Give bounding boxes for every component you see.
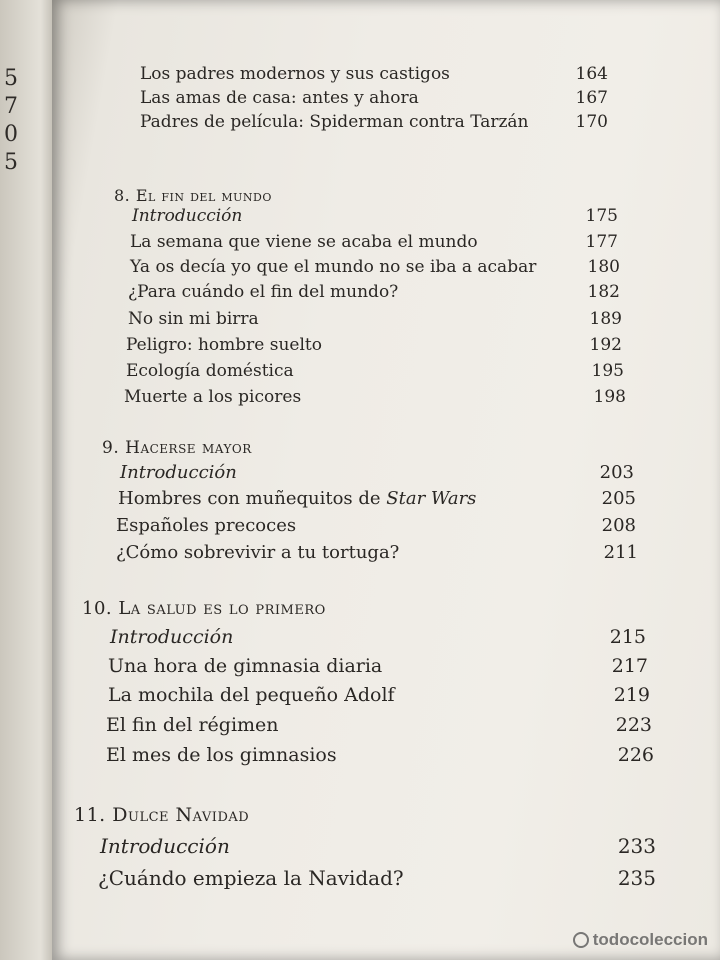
toc-entry-page: 203 xyxy=(599,462,634,483)
toc-entry-title: Ecología doméstica xyxy=(126,361,294,381)
toc-entry-page: 215 xyxy=(609,626,646,648)
toc-entry-title: Peligro: hombre suelto xyxy=(126,335,322,355)
toc-entry-page: 235 xyxy=(617,866,656,890)
watermark-text: todocoleccion xyxy=(592,930,708,949)
toc-entry-title xyxy=(118,488,476,509)
toc-entry-page: 223 xyxy=(615,714,652,736)
toc-entry-page: 233 xyxy=(617,834,656,858)
toc-entry-title: Españoles precoces xyxy=(116,515,297,536)
toc-entry-page: 182 xyxy=(587,282,620,302)
toc-entry-title: La mochila del pequeño Adolf xyxy=(108,684,395,706)
toc-entry xyxy=(140,88,608,108)
toc-entry-title: Padres de película: Spiderman contra Tarzán xyxy=(140,112,529,132)
toc-entry-title-text: Hombres con muñequitos de xyxy=(118,488,387,509)
toc-entry-title: Los padres modernos y sus castigos xyxy=(140,64,450,84)
toc-entry xyxy=(128,309,622,329)
toc-entry xyxy=(116,515,636,536)
chapter-heading: 8. El fin del mundo xyxy=(114,186,272,205)
toc-entry-page: 175 xyxy=(585,206,618,226)
left-page-digit: 0 xyxy=(4,122,18,147)
chapter-heading: 11. Dulce Navidad xyxy=(74,804,250,826)
toc-entry-page: 167 xyxy=(575,88,608,108)
toc-entry xyxy=(140,64,608,84)
toc-entry xyxy=(110,626,646,648)
watermark xyxy=(573,930,708,950)
toc-entry xyxy=(140,112,608,132)
toc-entry-title: Las amas de casa: antes y ahora xyxy=(140,88,419,108)
toc-entry-title: El mes de los gimnasios xyxy=(106,744,337,766)
toc-entry-title: ¿Cómo sobrevivir a tu tortuga? xyxy=(116,542,400,563)
toc-entry xyxy=(120,462,634,483)
toc-entry xyxy=(100,834,656,858)
toc-entry xyxy=(128,282,620,302)
toc-entry-page: 192 xyxy=(589,335,622,355)
toc-entry-page: 208 xyxy=(601,515,636,536)
toc-entry xyxy=(126,361,624,381)
toc-entry-title: No sin mi birra xyxy=(128,309,259,329)
chapter-heading: 10. La salud es lo primero xyxy=(82,598,326,619)
toc-entry-page: 219 xyxy=(613,684,650,706)
toc-entry-title: Introducción xyxy=(110,626,234,648)
toc-entry-title: Ya os decía yo que el mundo no se iba a acabar xyxy=(130,257,537,277)
toc-entry-title: Una hora de gimnasia diaria xyxy=(108,655,383,677)
left-page-digit: 5 xyxy=(4,150,18,175)
toc-entry-page: 164 xyxy=(575,64,608,84)
book-page xyxy=(52,0,720,960)
left-page-digit: 5 xyxy=(4,66,18,91)
toc-entry-title-italic: Star Wars xyxy=(386,488,477,509)
toc-entry xyxy=(98,866,656,890)
toc-entry xyxy=(108,655,648,677)
toc-entry-page: 226 xyxy=(617,744,654,766)
left-page-digit: 7 xyxy=(4,94,18,119)
toc-entry-page: 180 xyxy=(587,257,620,277)
left-page-edge xyxy=(0,0,58,960)
toc-entry-title: El fin del régimen xyxy=(106,714,279,736)
toc-entry xyxy=(132,206,618,226)
toc-entry-page: 217 xyxy=(611,655,648,677)
toc-entry-page: 177 xyxy=(585,232,618,252)
toc-entry xyxy=(106,744,654,766)
watermark-logo-icon xyxy=(573,932,589,948)
toc-entry xyxy=(118,488,636,509)
toc-entry-title: ¿Para cuándo el fin del mundo? xyxy=(128,282,399,302)
toc-entry xyxy=(126,335,622,355)
toc-entry-page: 170 xyxy=(575,112,608,132)
toc-entry xyxy=(130,232,618,252)
toc-entry-title: Introducción xyxy=(120,462,237,483)
toc-entry xyxy=(106,714,652,736)
toc-entry-title: Muerte a los picores xyxy=(124,387,302,407)
toc-entry-title: La semana que viene se acaba el mundo xyxy=(130,232,478,252)
toc-entry xyxy=(108,684,650,706)
toc-entry-page: 189 xyxy=(589,309,622,329)
toc-entry-page: 211 xyxy=(603,542,638,563)
toc-entry xyxy=(124,387,626,407)
table-of-contents xyxy=(52,0,720,960)
toc-entry-title: ¿Cuándo empieza la Navidad? xyxy=(98,866,404,890)
chapter-heading: 9. Hacerse mayor xyxy=(102,438,252,458)
toc-entry xyxy=(130,257,620,277)
toc-entry-page: 198 xyxy=(593,387,626,407)
toc-entry-page: 205 xyxy=(601,488,636,509)
toc-entry-title: Introducción xyxy=(132,206,243,226)
toc-entry-page: 195 xyxy=(591,361,624,381)
toc-entry xyxy=(116,542,638,563)
toc-entry-title: Introducción xyxy=(100,834,230,858)
